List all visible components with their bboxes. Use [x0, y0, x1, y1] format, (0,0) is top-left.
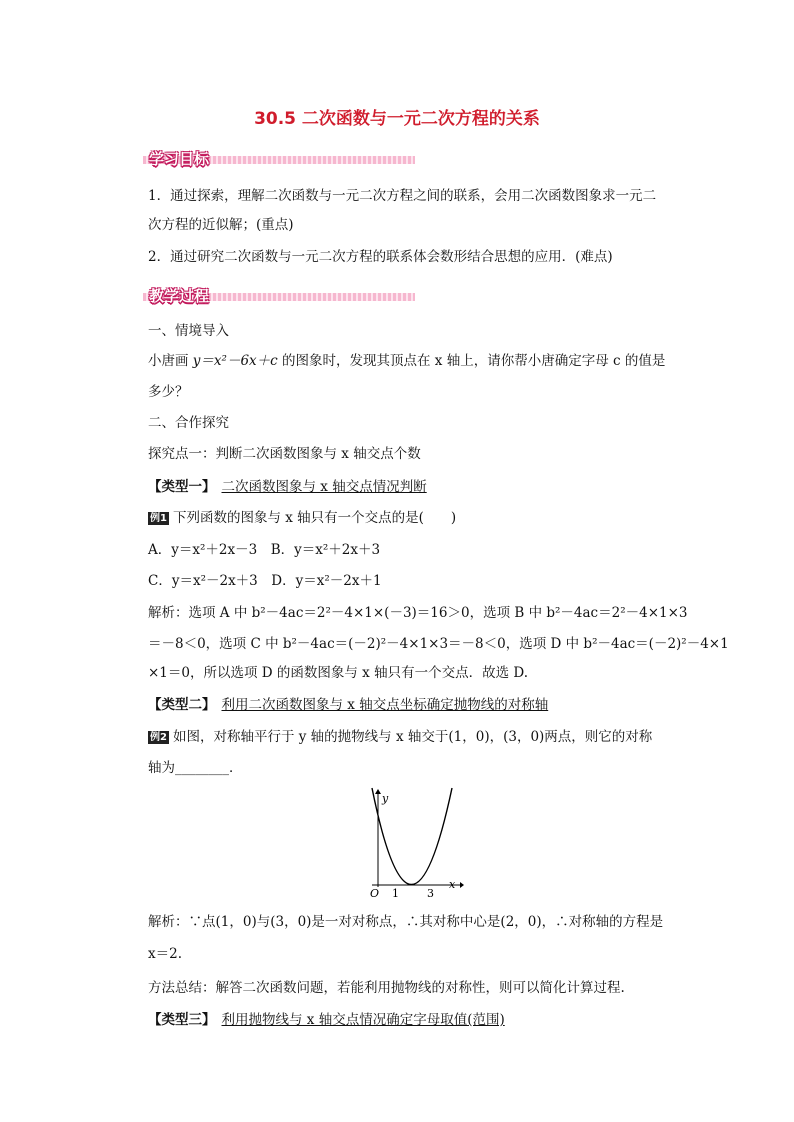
tick-label-1: 1 [392, 887, 399, 900]
example-2-text: 如图，对称轴平行于 y 轴的抛物线与 x 轴交于(1，0)，(3，0)两点，则它的对称 [172, 729, 653, 745]
type-2-tag: 【类型二】 [148, 697, 216, 713]
objective-2: 2．通过研究二次函数与一元二次方程的联系体会数形结合思想的应用．(难点) [148, 249, 613, 265]
example-1-solution-line-3: ×1＝0，所以选项 D 的函数图象与 x 轴只有一个交点．故选 D. [148, 665, 529, 681]
example-2-solution-line-1: 解析：∵点(1，0)与(3，0)是一对对称点，∴其对称中心是(2，0)，∴对称轴的方程是 [148, 914, 664, 930]
section-bar-process [143, 287, 415, 305]
type-2-heading [148, 695, 668, 715]
intro-expression: y＝x²－6x＋c [192, 353, 278, 369]
type-1-heading [148, 477, 668, 497]
intro-text-line-2: 多少？ [148, 384, 189, 400]
intro-text-line-1 [148, 351, 668, 371]
example-1-options-ab: A．y＝x²＋2x－3 B．y＝x²＋2x＋3 [148, 542, 381, 558]
intro-text-part-a: 小唐画 [148, 353, 193, 369]
method-summary: 方法总结：解答二次函数问题，若能利用抛物线的对称性，则可以简化计算过程. [148, 980, 625, 996]
intro-text-part-b: 的图象时，发现其顶点在 x 轴上，请你帮小唐确定字母 c 的值是 [277, 353, 666, 369]
type-1-tag: 【类型一】 [148, 479, 216, 495]
y-axis-arrow [375, 789, 381, 794]
section-bar-objectives [143, 150, 415, 168]
x-axis-arrow [460, 882, 464, 888]
explore-heading: 二、合作探究 [148, 415, 229, 431]
section-label-objectives: 学习目标 [149, 150, 210, 168]
example-2-question-line-1 [148, 727, 668, 747]
example-1-badge: 例1 [150, 513, 167, 524]
page-title: 30.5 二次函数与一元二次方程的关系 [254, 109, 540, 129]
example-2-badge: 例2 [150, 732, 167, 743]
objective-1-line-2: 次方程的近似解；(重点) [148, 217, 294, 233]
example-1-solution-line-1: 解析：选项 A 中 b²－4ac＝2²－4×1×(－3)＝16＞0，选项 B 中 b²－4ac＝2²－4×1×3 [148, 605, 688, 621]
example-1-question [148, 508, 668, 528]
example-2-question-line-2: 轴为________． [148, 760, 243, 776]
section-label-process: 教学过程 [149, 287, 210, 305]
tick-label-3: 3 [427, 887, 434, 900]
type-3-tag: 【类型三】 [148, 1012, 216, 1028]
objective-1-line-1: 1．通过探索，理解二次函数与一元二次方程之间的联系，会用二次函数图象求一元二 [148, 188, 657, 204]
explore-point-1: 探究点一：判断二次函数图象与 x 轴交点个数 [148, 446, 421, 462]
intro-heading: 一、情境导入 [148, 323, 229, 339]
type-1-title: 二次函数图象与 x 轴交点情况判断 [221, 479, 427, 495]
type-3-heading [148, 1010, 668, 1030]
origin-label: O [370, 887, 380, 900]
example-2-solution-line-2: x＝2. [148, 946, 182, 962]
type-2-title: 利用二次函数图象与 x 轴交点坐标确定抛物线的对称轴 [221, 697, 549, 713]
x-axis-label: x [449, 878, 456, 891]
example-1-text: 下列函数的图象与 x 轴只有一个交点的是( ) [172, 510, 457, 526]
parabola-graph [360, 785, 470, 900]
example-1-options-cd: C．y＝x²－2x＋3 D．y＝x²－2x＋1 [148, 573, 382, 589]
example-1-solution-line-2: ＝－8＜0，选项 C 中 b²－4ac＝(－2)²－4×1×3＝－8＜0，选项 D 中 b²－4ac＝(－2)²－4×1 [148, 636, 729, 652]
y-axis-label: y [382, 792, 389, 805]
type-3-title: 利用抛物线与 x 轴交点情况确定字母取值(范围) [221, 1012, 505, 1028]
